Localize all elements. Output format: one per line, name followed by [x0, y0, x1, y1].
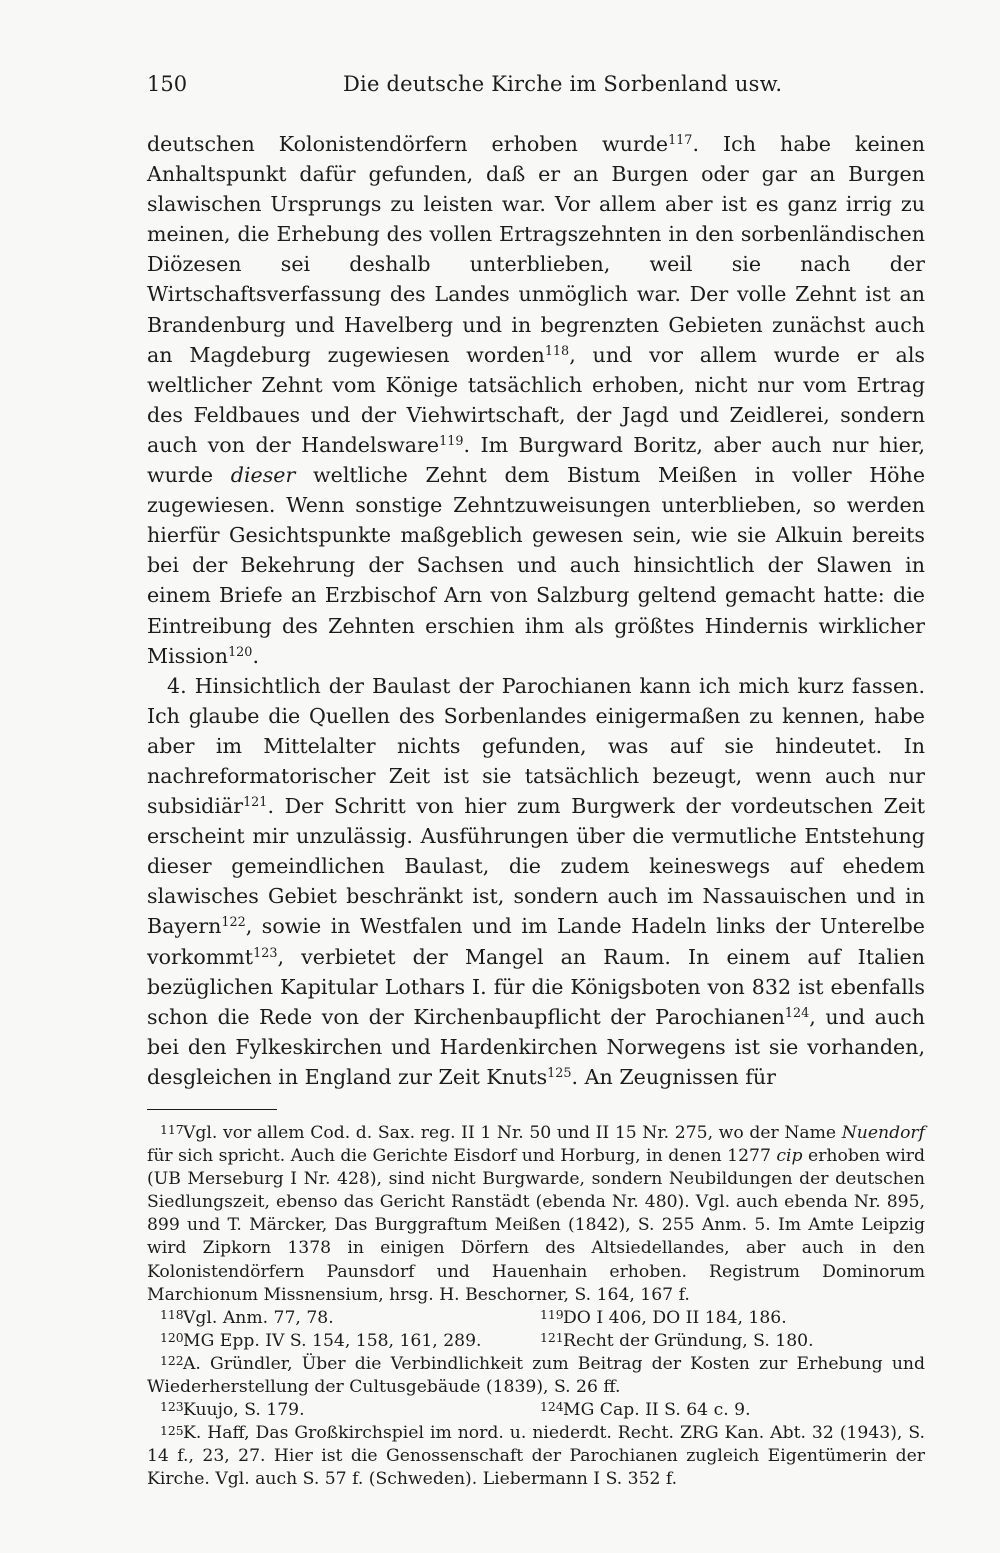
footnote-124: 124MG Cap. II S. 64 c. 9.: [540, 1400, 751, 1421]
body-text: [147, 129, 925, 1092]
paragraph-1: deutschen Kolonistendörfern erhoben wurde$^{117}$. Ich habe keinen Anhaltspunkt dafür gefunden, daß er an Burgen oder gar an Burgen slawischen Ursprungs zu leisten war. Vor allem aber ist es ganz irrig zu meinen, die Erhebung des vollen Ertragszehnten in den sorbenländischen Diözesen sei deshalb unterblieben, weil sie nach der Wirtschaftsverfassung des Landes unmöglich war. Der volle Zehnt ist an Brandenburg und Havelberg und in begrenzten Gebieten zunächst auch an Magdeburg zugewiesen worden$^{118}$, und vor allem wurde er als weltlicher Zehnt vom Könige tatsächlich erhoben, nicht nur vom Ertrag des Feldbaues und der Viehwirtschaft, der Jagd und Zeidlerei, sondern auch von der Handelsware$^{119}$. Im Burgward Boritz, aber auch nur hier, wurde dieser weltliche Zehnt dem Bistum Meißen in voller Höhe zugewiesen. Wenn sonstige Zehntzuweisungen unterblieben, so werden hierfür Gesichtspunkte maßgeblich gewesen sein, wie sie Alkuin bereits bei der Bekehrung der Sachsen und auch hinsichtlich der Slawen in einem Briefe an Erzbischof Arn von Salzburg geltend gemacht hatte: die Eintreibung des Zehnten erschien ihm als größtes Hindernis wirklicher Mission$^{120}$.: [147, 132, 926, 668]
footnote-119: 119DO I 406, DO II 184, 186.: [540, 1307, 787, 1328]
footnote-ref-120: 120: [228, 644, 253, 660]
footnote-ref-125: 125: [547, 1065, 572, 1081]
footnote-row-118-119: [147, 1307, 925, 1330]
footnote-123: 123Kuujo, S. 179.: [160, 1400, 305, 1421]
footnote-122: 122A. Gründler, Über die Verbindlichkeit zum Beitrag der Kosten zur Erhebung und Wiederherstellung der Cultusgebäude (1839), S. 26 ff.: [147, 1353, 925, 1398]
footnote-ref-121: 121: [243, 795, 268, 811]
footnotes: [147, 1122, 925, 1492]
footnote-ref-117: 117: [668, 132, 693, 148]
footnote-117: 117Vgl. vor allem Cod. d. Sax. reg. II 1 Nr. 50 und II 15 Nr. 275, wo der Name Nuendorf für sich spricht. Auch die Gerichte Eisdorf und Horburg, in denen 1277 cip erhoben wird (UB Merseburg I Nr. 428), sind nicht Burgwarde, sondern Neubildungen der deutschen Siedlungszeit, ebenso das Gericht Ranstädt (ebenda Nr. 480). Vgl. auch ebenda Nr. 895, 899 und T. Märcker, Das Burggraftum Meißen (1842), S. 255 Anm. 5. Im Amte Leipzig wird Zipkorn 1378 in einigen Dörfern des Altsiedellandes, aber auch in den Kolonistendörfern Paunsdorf und Hauenhain erhoben. Registrum Dominorum Marchionum Missnensium, hrsg. H. Beschorner, S. 164, 167 f.: [147, 1123, 926, 1305]
running-title: Die deutsche Kirche im Sorbenland usw.: [343, 72, 783, 96]
footnote-ref-124: 124: [784, 1005, 810, 1021]
footnote-125: 125K. Haff, Das Großkirchspiel im nord. u. niederdt. Recht. ZRG Kan. Abt. 32 (1943), S. 14 f., 23, 27. Hier ist die Genossenschaft der Parochianen zugleich Eigentümerin der Kirche. Vgl. auch S. 57 f. (Schweden). Liebermann I S. 352 f.: [147, 1423, 925, 1490]
footnote-ref-118: 118: [544, 343, 570, 359]
footnote-118: 118Vgl. Anm. 77, 78.: [160, 1307, 334, 1328]
footnote-ref-119: 119: [439, 433, 464, 449]
footnote-ref-123: 123: [253, 945, 278, 961]
footnote-121: 121Recht der Gründung, S. 180.: [540, 1330, 814, 1351]
footnote-divider: [147, 1109, 277, 1110]
page-number: 150: [147, 72, 188, 96]
emphasis-dieser: dieser: [230, 463, 296, 488]
footnote-row-123-124: [147, 1399, 925, 1422]
paragraph-2: 4. Hinsichtlich der Baulast der Parochianen kann ich mich kurz fassen. Ich glaube die Quellen des Sorbenlandes einigermaßen zu kennen, habe aber im Mittelalter nichts gefunden, was auf sie hindeutet. In nachreformatorischer Zeit ist sie tatsächlich bezeugt, wenn auch nur subsidiär$^{121}$. Der Schritt von hier zum Burgwerk der vordeutschen Zeit erscheint mir unzulässig. Ausführungen über die vermutliche Entstehung dieser gemeindlichen Baulast, die zudem keineswegs auf ehedem slawisches Gebiet beschränkt ist, sondern auch im Nassauischen und in Bayern$^{122}$, sowie in Westfalen und im Lande Hadeln links der Unterelbe vorkommt$^{123}$, verbietet der Mangel an Raum. In einem auf Italien bezüglichen Kapitular Lothars I. für die Königsboten von 832 ist ebenfalls schon die Rede von der Kirchenbaupflicht der Parochianen$^{124}$, und auch bei den Fylkeskirchen und Hardenkirchen Norwegens ist sie vorhanden, desgleichen in England zur Zeit Knuts$^{125}$. An Zeugnissen für: [147, 673, 925, 1089]
footnote-row-120-121: [147, 1330, 925, 1353]
page-header: [147, 72, 925, 106]
footnote-ref-122: 122: [221, 915, 246, 931]
footnote-120: 120MG Epp. IV S. 154, 158, 161, 289.: [160, 1330, 482, 1351]
book-page: [147, 72, 925, 1492]
